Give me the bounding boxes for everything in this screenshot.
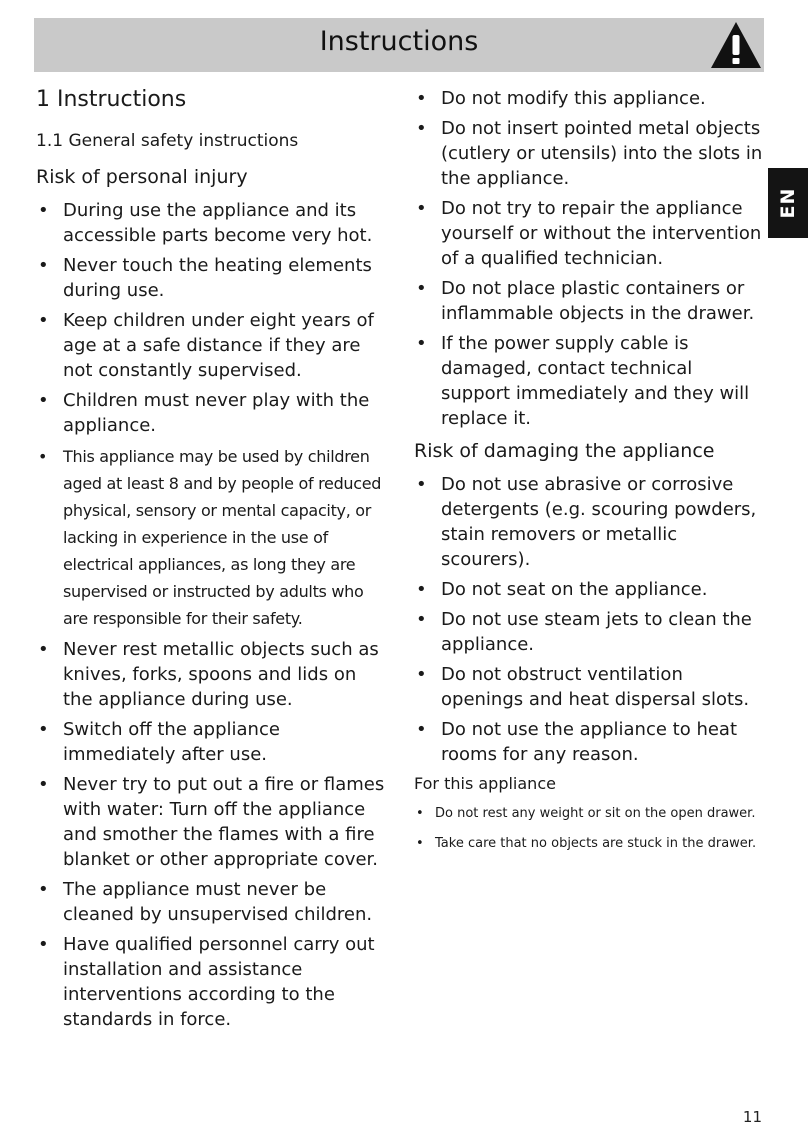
list-item: • This appliance may be used by children aged at least 8 and by people of reduced physical, sensory or mental capacity, or lacking in experience in the use of electrical appliances, as long they are supervised or instructed by adults who are responsible for their safety. <box>36 443 388 632</box>
list-item: • The appliance must never be cleaned by unsupervised children. <box>36 877 388 927</box>
language-tab <box>768 168 808 238</box>
supervision-list <box>36 443 388 632</box>
list-item: • Never try to put out a fire or flames with water: Turn off the appliance and smother the flames with a fire blanket or other appropriate cover. <box>36 772 388 872</box>
language-label: EN <box>777 187 799 219</box>
list-item: • Do not insert pointed metal objects (cutlery or utensils) into the slots in the appliance. <box>414 116 764 191</box>
list-item: • Do not modify this appliance. <box>414 86 764 111</box>
injury-list-continued <box>36 637 388 1032</box>
list-item: • Do not obstruct ventilation openings and heat dispersal slots. <box>414 662 764 712</box>
list-item: • Have qualified personnel carry out installation and assistance interventions according to the standards in force. <box>36 932 388 1032</box>
list-item: • Switch off the appliance immediately after use. <box>36 717 388 767</box>
warning-triangle-icon <box>708 19 764 71</box>
risk-title-damaging: Risk of damaging the appliance <box>414 440 715 462</box>
header-bar <box>34 18 764 72</box>
list-item: • Do not use the appliance to heat rooms for any reason. <box>414 717 764 767</box>
injury-list <box>36 198 388 438</box>
list-item: • Do not try to repair the appliance yourself or without the intervention of a qualified technician. <box>414 196 764 271</box>
prohibition-list <box>414 86 764 431</box>
list-item: • Do not seat on the appliance. <box>414 577 764 602</box>
for-this-appliance-title: For this appliance <box>414 774 556 793</box>
list-item: • Do not place plastic containers or inflammable objects in the drawer. <box>414 276 764 326</box>
appliance-list <box>414 802 764 856</box>
damage-list <box>414 472 764 767</box>
section-title: 1 Instructions <box>36 87 187 112</box>
page-number: 11 <box>742 1108 762 1126</box>
list-item: • Children must never play with the appliance. <box>36 388 388 438</box>
list-item: • Do not rest any weight or sit on the open drawer. <box>414 802 764 826</box>
list-item: • Do not use abrasive or corrosive detergents (e.g. scouring powders, stain removers or metallic scourers). <box>414 472 764 572</box>
list-item: • If the power supply cable is damaged, contact technical support immediately and they will replace it. <box>414 331 764 431</box>
list-item: • Never touch the heating elements during use. <box>36 253 388 303</box>
list-item: • Never rest metallic objects such as knives, forks, spoons and lids on the appliance during use. <box>36 637 388 712</box>
list-item: • Do not use steam jets to clean the appliance. <box>414 607 764 657</box>
list-item: • Take care that no objects are stuck in the drawer. <box>414 832 764 856</box>
list-item: • Keep children under eight years of age at a safe distance if they are not constantly supervised. <box>36 308 388 383</box>
left-column <box>36 84 388 1037</box>
right-column <box>414 84 764 862</box>
risk-title-personal-injury: Risk of personal injury <box>36 166 248 188</box>
subsection-title: 1.1 General safety instructions <box>36 131 299 151</box>
page-title: Instructions <box>319 26 479 57</box>
list-item: • During use the appliance and its accessible parts become very hot. <box>36 198 388 248</box>
